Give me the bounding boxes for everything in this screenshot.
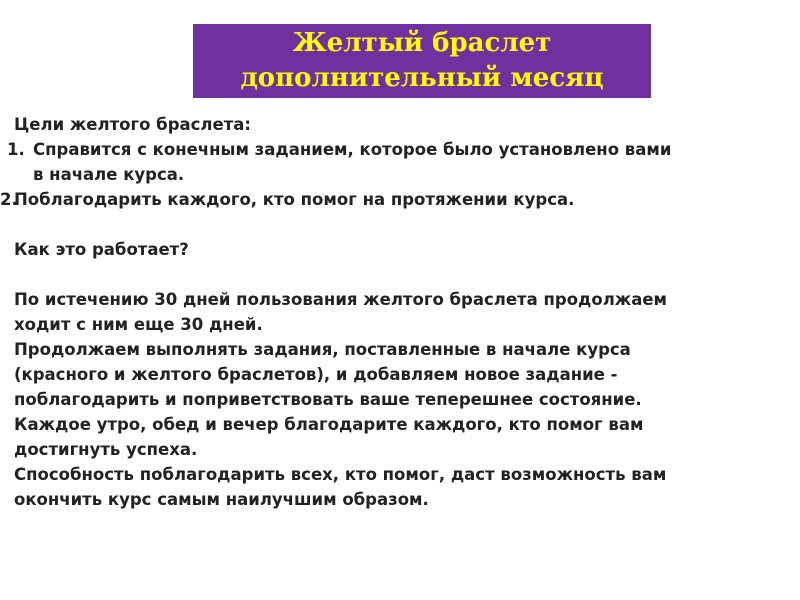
goal-item-2: [0, 187, 790, 212]
title-line-1: Желтый браслет: [292, 28, 552, 58]
goal-text-1-line-2: в начале курса.: [33, 165, 185, 184]
goal-item-1: [0, 137, 790, 162]
how-line: достигнуть успеха.: [14, 440, 198, 459]
how-line: Продолжаем выполнять задания, поставленные в начале курса: [14, 340, 631, 359]
title-line-2: дополнительный месяц: [240, 63, 604, 93]
goals-heading: Цели желтого браслета:: [14, 115, 252, 134]
how-line: ходит с ним еще 30 дней.: [14, 315, 263, 334]
how-line: Каждое утро, обед и вечер благодарите каждого, кто помог вам: [14, 415, 644, 434]
slide-body: [0, 112, 790, 512]
spacer: [0, 212, 790, 237]
goal-text-1-line-1: Справится с конечным заданием, которое было установлено вами: [33, 140, 672, 159]
how-line: окончить курс самым наилучшим образом.: [14, 490, 429, 509]
goal-text-2-line-1: Поблагодарить каждого, кто помог на протяжении курса.: [14, 190, 575, 209]
how-heading: Как это работает?: [14, 240, 189, 259]
how-line: (красного и желтого браслетов), и добавляем новое задание -: [14, 365, 618, 384]
goal-number-1: 1.: [7, 140, 25, 159]
how-line: Способность поблагодарить всех, кто помог, даст возможность вам: [14, 465, 667, 484]
how-line: По истечению 30 дней пользования желтого браслета продолжаем: [14, 290, 668, 309]
goal-number-2: 2.: [0, 190, 18, 209]
how-line: поблагодарить и поприветствовать ваше теперешнее состояние.: [14, 390, 642, 409]
title-banner: [193, 24, 651, 98]
spacer: [0, 262, 790, 287]
